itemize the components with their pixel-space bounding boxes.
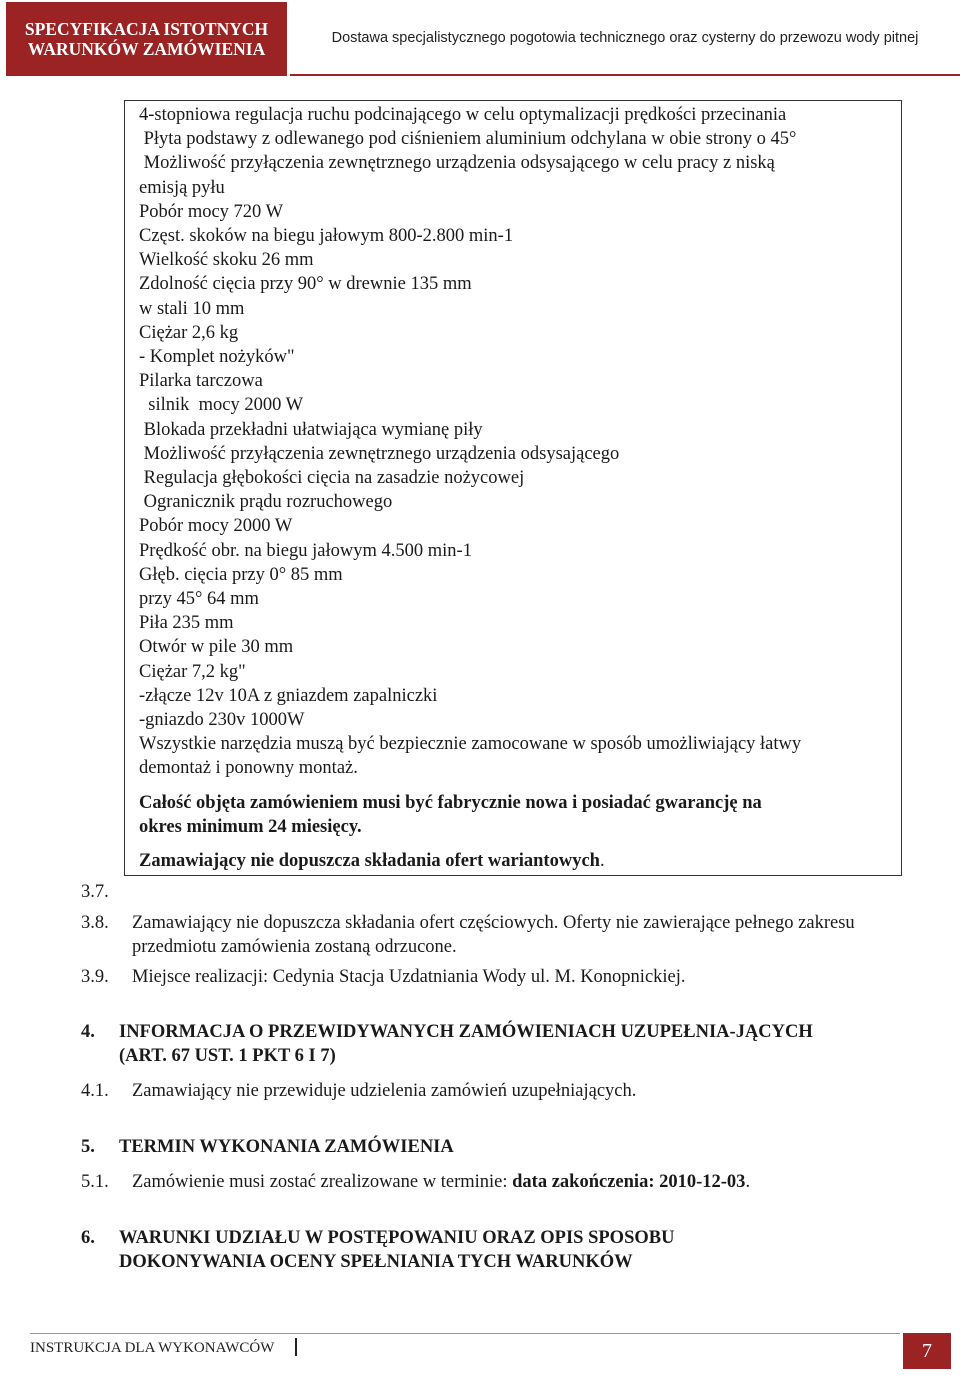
specification-line: w stali 10 mm — [139, 298, 245, 319]
footer-separator — [295, 1338, 297, 1356]
header-subject: Dostawa specjalistycznego pogotowia technicznego oraz cysterny do przewozu wody pitnej — [290, 2, 960, 76]
item-text: Zamawiający nie dopuszcza składania ofert częściowych. Oferty nie zawierające pełnego zakresu przedmiotu zamówienia zostaną odrzucone. — [132, 913, 855, 957]
section-title: TERMIN WYKONANIA ZAMÓWIENIA — [119, 1137, 454, 1157]
specification-line: -złącze 12v 10A z gniazdem zapalniczki — [139, 685, 438, 706]
section-number: 6. — [81, 1228, 95, 1248]
specification-line: Pobór mocy 720 W — [139, 201, 284, 222]
specification-line: emisją pyłu — [139, 177, 225, 198]
specification-line: Ogranicznik prądu rozruchowego — [139, 492, 393, 513]
specification-line: silnik mocy 2000 W — [139, 395, 304, 416]
specification-line: Możliwość przyłączenia zewnętrznego urządzenia odsysającego w celu pracy z niską — [139, 153, 775, 174]
specification-line: Regulacja głębokości cięcia na zasadzie nożycowej — [139, 468, 525, 489]
section-number: 4. — [81, 1022, 95, 1042]
specification-line: Piła 235 mm — [139, 613, 234, 634]
specification-line: Wszystkie narzędzia muszą być bezpiecznie zamocowane w sposób umożliwiający łatwy — [139, 734, 802, 755]
header-title-line-1: SPECYFIKACJA ISTOTNYCH — [24, 19, 269, 39]
item-number: 3.8. — [81, 913, 109, 933]
item-number: 3.7. — [81, 882, 109, 902]
specification-line: Płyta podstawy z odlewanego pod ciśnieniem aluminium odchylana w obie strony o 45° — [139, 129, 797, 150]
header-title-line-2: WARUNKÓW ZAMÓWIENIA — [27, 39, 266, 59]
item-text-end: . — [745, 1172, 751, 1192]
specification-box — [124, 100, 902, 876]
section-title: INFORMACJA O PRZEWIDYWANYCH ZAMÓWIENIACH UZUPEŁNIA-JĄCYCH (ART. 67 UST. 1 PKT 6 I 7) — [119, 1022, 813, 1066]
specification-line: Częst. skoków na biegu jałowym 800-2.800 min-1 — [139, 226, 514, 247]
specification-line: Ciężar 7,2 kg" — [139, 661, 246, 682]
specification-line: Możliwość przyłączenia zewnętrznego urządzenia odsysającego — [139, 443, 620, 464]
specification-line: Blokada przekładni ułatwiająca wymianę piły — [139, 419, 483, 440]
variant-offers-line — [139, 849, 893, 873]
specification-line: Pilarka tarczowa — [139, 371, 263, 392]
specification-line: Głęb. cięcia przy 0° 85 mm — [139, 564, 343, 585]
specification-lines — [139, 103, 893, 873]
specification-line: Pobór mocy 2000 W — [139, 516, 293, 537]
item-text-plain: Zamówienie musi zostać zrealizowane w terminie: — [132, 1172, 513, 1192]
specification-line: Zdolność cięcia przy 90° w drewnie 135 mm — [139, 274, 472, 295]
page-number: 7 — [903, 1333, 951, 1369]
footer-label: INSTRUKCJA DLA WYKONAWCÓW — [30, 1340, 275, 1356]
warranty-line-2: okres minimum 24 miesięcy. — [139, 816, 362, 837]
item-number: 4.1. — [81, 1081, 109, 1101]
item-text: Zamawiający nie przewiduje udzielenia zamówień uzupełniających. — [132, 1081, 637, 1101]
specification-line: Ciężar 2,6 kg — [139, 322, 239, 343]
item-text — [132, 1170, 930, 1194]
variant-offers-text: Zamawiający nie dopuszcza składania ofert wariantowych — [139, 851, 600, 872]
section-number: 5. — [81, 1137, 95, 1157]
completion-date: data zakończenia: 2010-12-03 — [512, 1172, 746, 1192]
warranty-line-1: Całość objęta zamówieniem musi być fabrycznie nowa i posiadać gwarancję na — [139, 792, 762, 813]
specification-line: -gniazdo 230v 1000W — [139, 710, 305, 731]
specification-line: Wielkość skoku 26 mm — [139, 250, 314, 271]
specification-line: - Komplet nożyków" — [139, 347, 295, 368]
specification-line: Prędkość obr. na biegu jałowym 4.500 min-1 — [139, 540, 472, 561]
specification-line: Otwór w pile 30 mm — [139, 637, 294, 658]
specification-line: demontaż i ponowny montaż. — [139, 758, 358, 779]
section-title: WARUNKI UDZIAŁU W POSTĘPOWANIU ORAZ OPIS SPOSOBU DOKONYWANIA OCENY SPEŁNIANIA TYCH WARUNKÓW — [119, 1228, 675, 1272]
item-number: 5.1. — [81, 1172, 109, 1192]
footer-divider — [30, 1333, 900, 1334]
item-number: 3.9. — [81, 967, 109, 987]
variant-offers-end: . — [599, 851, 605, 872]
specification-line: przy 45° 64 mm — [139, 589, 259, 610]
specification-line: 4-stopniowa regulacja ruchu podcinającego w celu optymalizacji prędkości przecinania — [139, 105, 787, 125]
item-text: Miejsce realizacji: Cedynia Stacja Uzdatniania Wody ul. M. Konopnickiej. — [132, 967, 686, 987]
header-title-block — [6, 2, 287, 76]
